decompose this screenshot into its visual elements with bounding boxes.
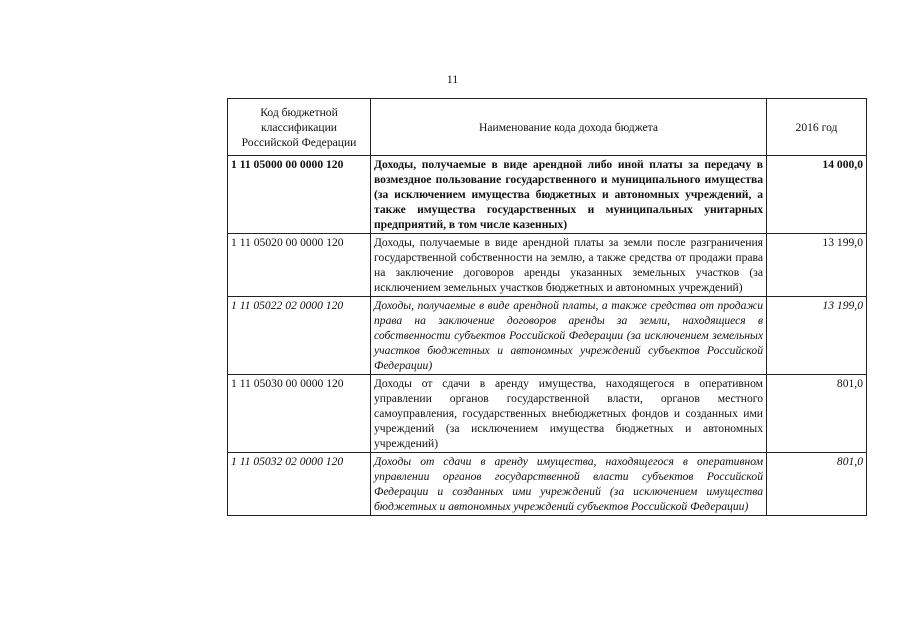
row-name: Доходы от сдачи в аренду имущества, находящегося в оперативном управлении органов государственной власти, органов местного самоуправления, государственных внебюджетных фондов и созданных ими учреждений (за исключением имущества бюджетных и автономных учреждений): [371, 375, 767, 453]
table-row: [228, 156, 867, 234]
table-row: [228, 234, 867, 297]
table-row: [228, 375, 867, 453]
budget-revenue-table: [227, 98, 867, 516]
row-amount: 801,0: [767, 453, 867, 516]
row-code: 1 11 05032 02 0000 120: [228, 453, 371, 516]
table-row: [228, 297, 867, 375]
row-code: 1 11 05022 02 0000 120: [228, 297, 371, 375]
row-amount: 13 199,0: [767, 297, 867, 375]
row-amount: 14 000,0: [767, 156, 867, 234]
page-number: 11: [446, 72, 459, 86]
row-name: Доходы, получаемые в виде арендной платы за земли после разграничения государственной собственности на землю, а также средства от продажи права на заключение договоров аренды указанных земельных участков (за исключением земельных участков бюджетных и автономных учреждений): [371, 234, 767, 297]
row-code: 1 11 05030 00 0000 120: [228, 375, 371, 453]
row-name: Доходы, получаемые в виде арендной либо иной платы за передачу в возмездное пользование государственного и муниципального имущества (за исключением имущества бюджетных и автономных учреждений, а также имущества государственных и муниципальных унитарных предприятий, в том числе казенных): [371, 156, 767, 234]
row-amount: 801,0: [767, 375, 867, 453]
table-row: [228, 453, 867, 516]
table-header-row: [228, 99, 867, 156]
row-code: 1 11 05020 00 0000 120: [228, 234, 371, 297]
header-year: 2016 год: [767, 99, 867, 156]
header-name: Наименование кода дохода бюджета: [371, 99, 767, 156]
row-code: 1 11 05000 00 0000 120: [228, 156, 371, 234]
row-name: Доходы от сдачи в аренду имущества, находящегося в оперативном управлении органов государственной власти субъектов Российской Федерации и созданных ими учреждений (за исключением имущества бюджетных и автономных учреждений субъектов Российской Федерации): [371, 453, 767, 516]
header-code: Код бюджетной классификации Российской Федерации: [228, 99, 371, 156]
row-amount: 13 199,0: [767, 234, 867, 297]
row-name: Доходы, получаемые в виде арендной платы, а также средства от продажи права на заключение договоров аренды за земли, находящиеся в собственности субъектов Российской Федерации (за исключением земельных участков бюджетных и автономных учреждений субъектов Российской Федерации): [371, 297, 767, 375]
